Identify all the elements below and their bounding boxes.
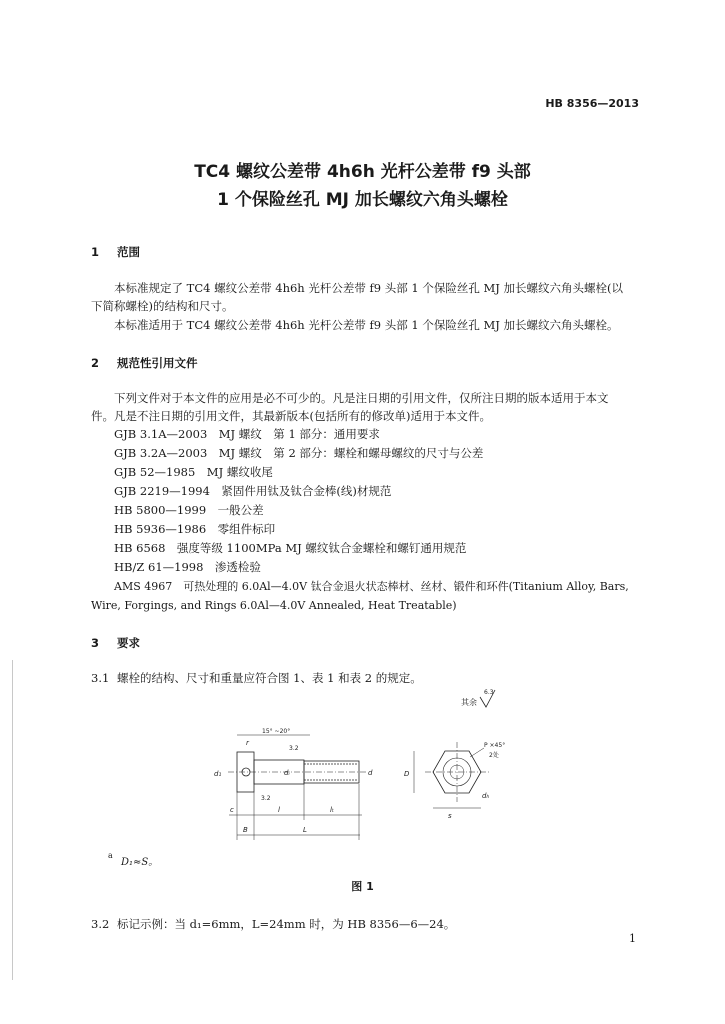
section-title: 范围	[117, 245, 140, 259]
reference-item: GJB 3.2A—2003 MJ 螺纹 第 2 部分：螺栓和螺母螺纹的尺寸与公差	[114, 446, 484, 460]
reference-item: GJB 52—1985 MJ 螺纹收尾	[114, 465, 273, 479]
thread-diameter-label: d	[368, 769, 373, 777]
reference-item: HB/Z 61—1998 渗透检验	[114, 560, 261, 574]
dim-lt-label: lₜ	[330, 806, 335, 814]
page-number: 1	[629, 932, 636, 945]
roughness-value: 6.3	[484, 689, 494, 696]
section-3-heading	[91, 635, 140, 651]
references-intro-line2: 件。凡是不注日期的引用文件，其最新版本(包括所有的修改单)适用于本文件。	[91, 409, 491, 423]
dim-L-label: L	[303, 826, 307, 834]
fillet-label: r	[246, 739, 249, 747]
section-number: 3	[91, 636, 100, 650]
clause-text: 标记示例：当 d₁=6mm，L=24mm 时，为 HB 8356—6—24。	[117, 917, 456, 931]
reference-item: GJB 3.1A—2003 MJ 螺纹 第 1 部分：通用要求	[114, 427, 380, 441]
clause-number: 3.1	[91, 671, 110, 685]
dim-c-label: c	[230, 806, 234, 814]
standard-code: HB 8356—2013	[545, 97, 639, 110]
reference-item: HB 5800—1999 一般公差	[114, 503, 264, 517]
figure-footnote: D₁≈S。	[121, 857, 159, 868]
dim-l-label: l	[278, 806, 280, 814]
chamfer-count: 2处	[489, 752, 499, 759]
clause-3-2	[91, 916, 455, 932]
section-2-heading	[91, 355, 198, 371]
scope-paragraph-1-line1: 本标准规定了 TC4 螺纹公差带 4h6h 光杆公差带 f9 头部 1 个保险丝孔 MJ 加长螺纹六角头螺栓(以	[114, 281, 624, 295]
roughness-label: 其余	[461, 698, 477, 707]
chamfer-label: P ×45°	[484, 742, 506, 749]
reference-item: GJB 2219—1994 紧固件用钛及钛合金棒(线)材规范	[114, 484, 392, 498]
clause-text: 螺栓的结构、尺寸和重量应符合图 1、表 1 和表 2 的规定。	[117, 671, 422, 685]
bolt-drawing-figure	[0, 680, 725, 860]
clause-number: 3.2	[91, 917, 110, 931]
references-intro-line1: 下列文件对于本文件的应用是必不可少的。凡是注日期的引用文件，仅所注日期的版本适用于本文	[114, 391, 609, 405]
hole-diameter-label: d₁	[214, 770, 222, 778]
section-number: 2	[91, 356, 100, 370]
dim-D-label: D	[404, 770, 410, 778]
dim-dh-label: dₕ	[482, 792, 490, 800]
page-title-line2: 1 个保险丝孔 MJ 加长螺纹六角头螺栓	[217, 190, 508, 210]
reference-item: AMS 4967 可热处理的 6.0Al—4.0V 钛合金退火状态棒材、丝材、锻件和环件(Titanium Alloy, Bars,	[114, 580, 629, 593]
scope-paragraph-2: 本标准适用于 TC4 螺纹公差带 4h6h 光杆公差带 f9 头部 1 个保险丝孔 MJ 加长螺纹六角头螺栓。	[114, 318, 619, 332]
section-title: 要求	[117, 636, 140, 650]
scope-paragraph-1-line2: 下简称螺栓)的结构和尺寸。	[91, 299, 234, 313]
bolt-end-view	[404, 742, 505, 820]
figure-footnote-mark: a	[108, 851, 113, 860]
reference-item-continuation: Wire, Forgings, and Rings 6.0Al—4.0V Annealed, Heat Treatable)	[91, 599, 457, 612]
reference-item: HB 5936—1986 零组件标印	[114, 522, 276, 536]
dim-b-label: B	[243, 826, 248, 834]
figure-caption: 图 1	[351, 880, 374, 893]
bolt-side-view	[214, 728, 373, 840]
head-roughness: 3.2	[261, 795, 271, 802]
reference-item: HB 6568 强度等级 1100MPa MJ 螺纹钛合金螺栓和螺钉通用规范	[114, 541, 467, 555]
section-1-heading	[91, 244, 140, 260]
section-title: 规范性引用文件	[117, 356, 198, 370]
section-number: 1	[91, 245, 100, 259]
shank-diameter-label: dᵢ	[284, 769, 290, 777]
page-title-line1: TC4 螺纹公差带 4h6h 光杆公差带 f9 头部	[194, 162, 531, 182]
head-angle-label: 15° ~20°	[262, 728, 291, 735]
shank-roughness: 3.2	[289, 745, 299, 752]
dim-s-label: s	[448, 812, 452, 820]
chamfer-leader	[470, 748, 484, 757]
